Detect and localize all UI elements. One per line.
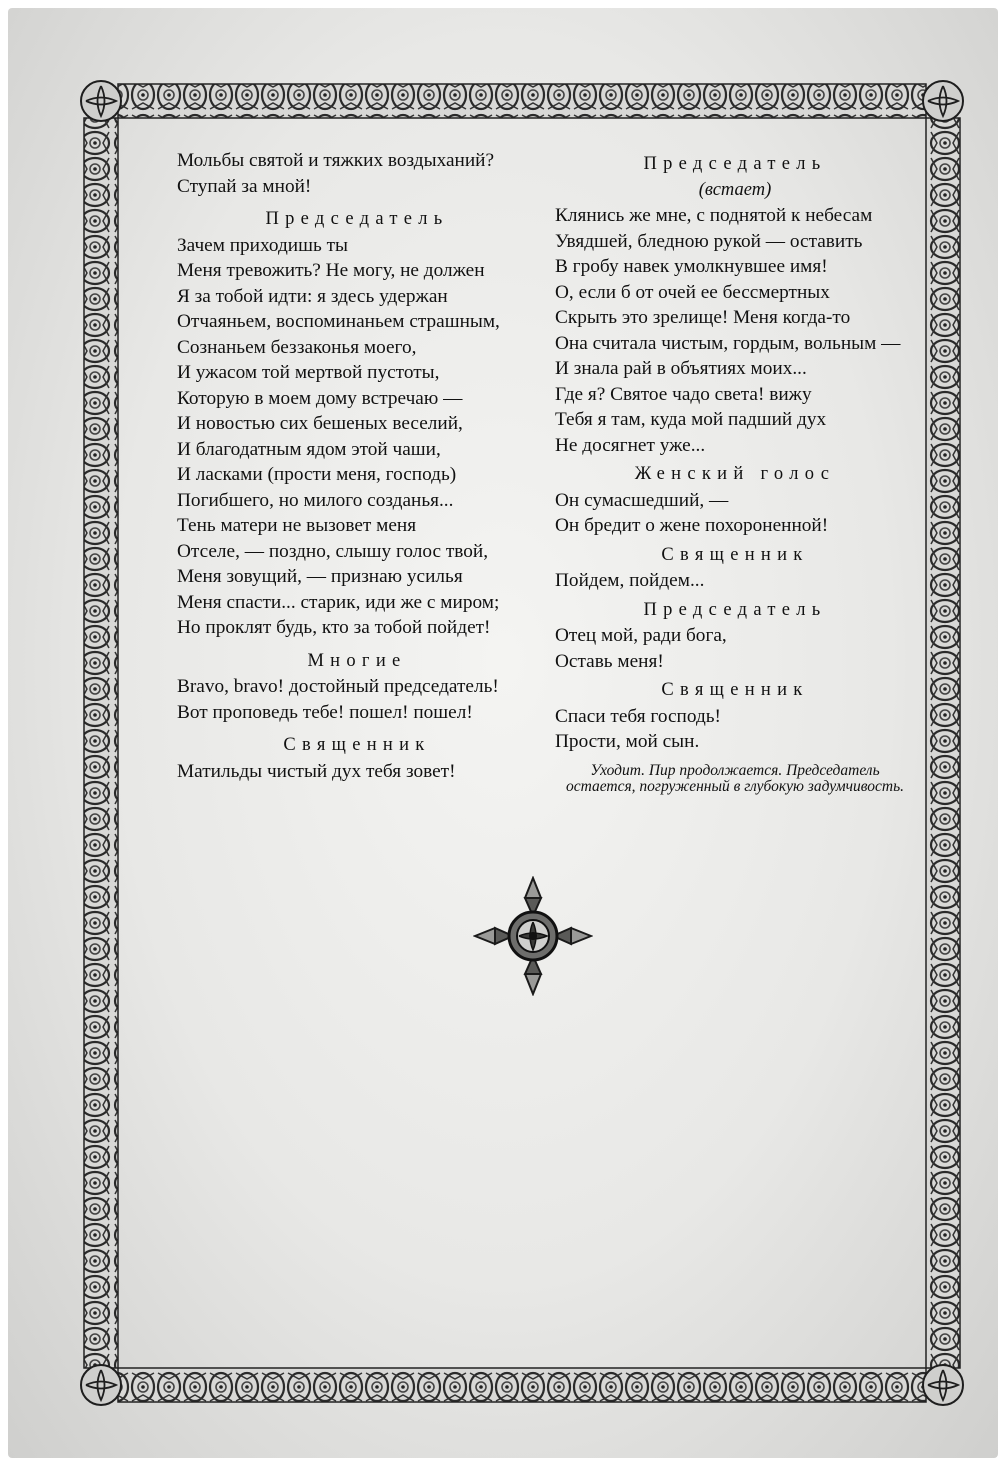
verse-line: Где я? Святое чадо света! вижу [555, 383, 812, 405]
speaker-name: Священник [661, 544, 809, 565]
verse-line: Прости, мой сын. [555, 731, 700, 752]
verse-line: Матильды чистый дух тебя зовет! [177, 760, 456, 782]
verse-line: Увядшей, бледною рукой — оставить [555, 230, 863, 252]
left-text-column [177, 148, 537, 784]
verse-line: Спаси тебя господь! [555, 705, 721, 727]
verse-line: О, если б от очей ее бессмертных [555, 281, 830, 303]
verse-line: Он бредит о жене похороненной! [555, 515, 829, 536]
verse-line: Меня зовущий, — признаю усилья [177, 566, 463, 587]
verse-line: Не досягнет уже... [555, 434, 706, 456]
verse-line: Которую в моем дому встречаю — [177, 387, 463, 409]
speaker-name: Многие [307, 650, 407, 671]
verse-line: Оставь меня! [555, 650, 664, 672]
verse-line: Меня спасти... старик, иди же с миром; [177, 591, 500, 613]
verse-line: Тебя я там, куда мой падший дух [555, 409, 827, 430]
speaker-name: Женский голос [634, 464, 836, 484]
verse-line: Скрыть это зрелище! Меня когда-то [555, 307, 851, 328]
verse-line: Я за тобой идти: я здесь удержан [177, 285, 448, 307]
gothic-cross-ornament-icon [473, 876, 593, 996]
verse-line: Отец мой, ради бога, [555, 625, 727, 646]
verse-line: Сознаньем беззаконья моего, [177, 336, 417, 358]
speaker-name: Председатель [265, 209, 449, 229]
verse-line: Он сумасшедший, — [555, 489, 729, 511]
verse-line: Клянись же мне, с поднятой к небесам [555, 205, 873, 226]
right-text-column [555, 148, 915, 796]
verse-line: Погибшего, но милого созданья... [177, 489, 454, 511]
stage-aside: (встает) [698, 179, 772, 200]
book-page [8, 8, 998, 1458]
verse-line: Ступай за мной! [177, 175, 312, 197]
speaker-name: Священник [283, 735, 431, 755]
verse-line: Мольбы святой и тяжких воздыханий? [177, 150, 495, 171]
verse-line: Bravo, bravo! достойный председатель! [177, 676, 499, 697]
speaker-name: Священник [661, 680, 809, 700]
verse-line: Отселе, — поздно, слышу голос твой, [177, 540, 489, 562]
verse-line: Вот проповедь тебе! пошел! пошел! [177, 701, 473, 723]
verse-line: И благодатным ядом этой чаши, [177, 438, 441, 460]
verse-line: Она считала чистым, гордым, вольным — [555, 332, 901, 354]
verse-line: И ласками (прости меня, господь) [177, 464, 457, 485]
verse-line: Зачем приходишь ты [177, 234, 348, 256]
verse-line: Отчаяньем, воспоминаньем страшным, [177, 311, 500, 332]
speaker-name: Председатель [643, 599, 827, 620]
stage-direction: Уходит. Пир продолжается. Председатель остается, погруженный в глубокую задумчивость. [565, 761, 905, 795]
verse-line: В гробу навек умолкнувшее имя! [555, 256, 828, 277]
verse-line: Но проклят будь, кто за тобой пойдет! [177, 617, 491, 638]
verse-line: Меня тревожить? Не могу, не должен [177, 260, 485, 281]
verse-line: И ужасом той мертвой пустоты, [177, 362, 440, 383]
verse-line: И знала рай в объятиях моих... [555, 358, 807, 379]
speaker-name: Председатель [643, 154, 827, 174]
verse-line: Тень матери не вызовет меня [177, 515, 417, 536]
verse-line: И новостью сих бешеных веселий, [177, 413, 463, 434]
verse-line: Пойдем, пойдем... [555, 570, 705, 591]
